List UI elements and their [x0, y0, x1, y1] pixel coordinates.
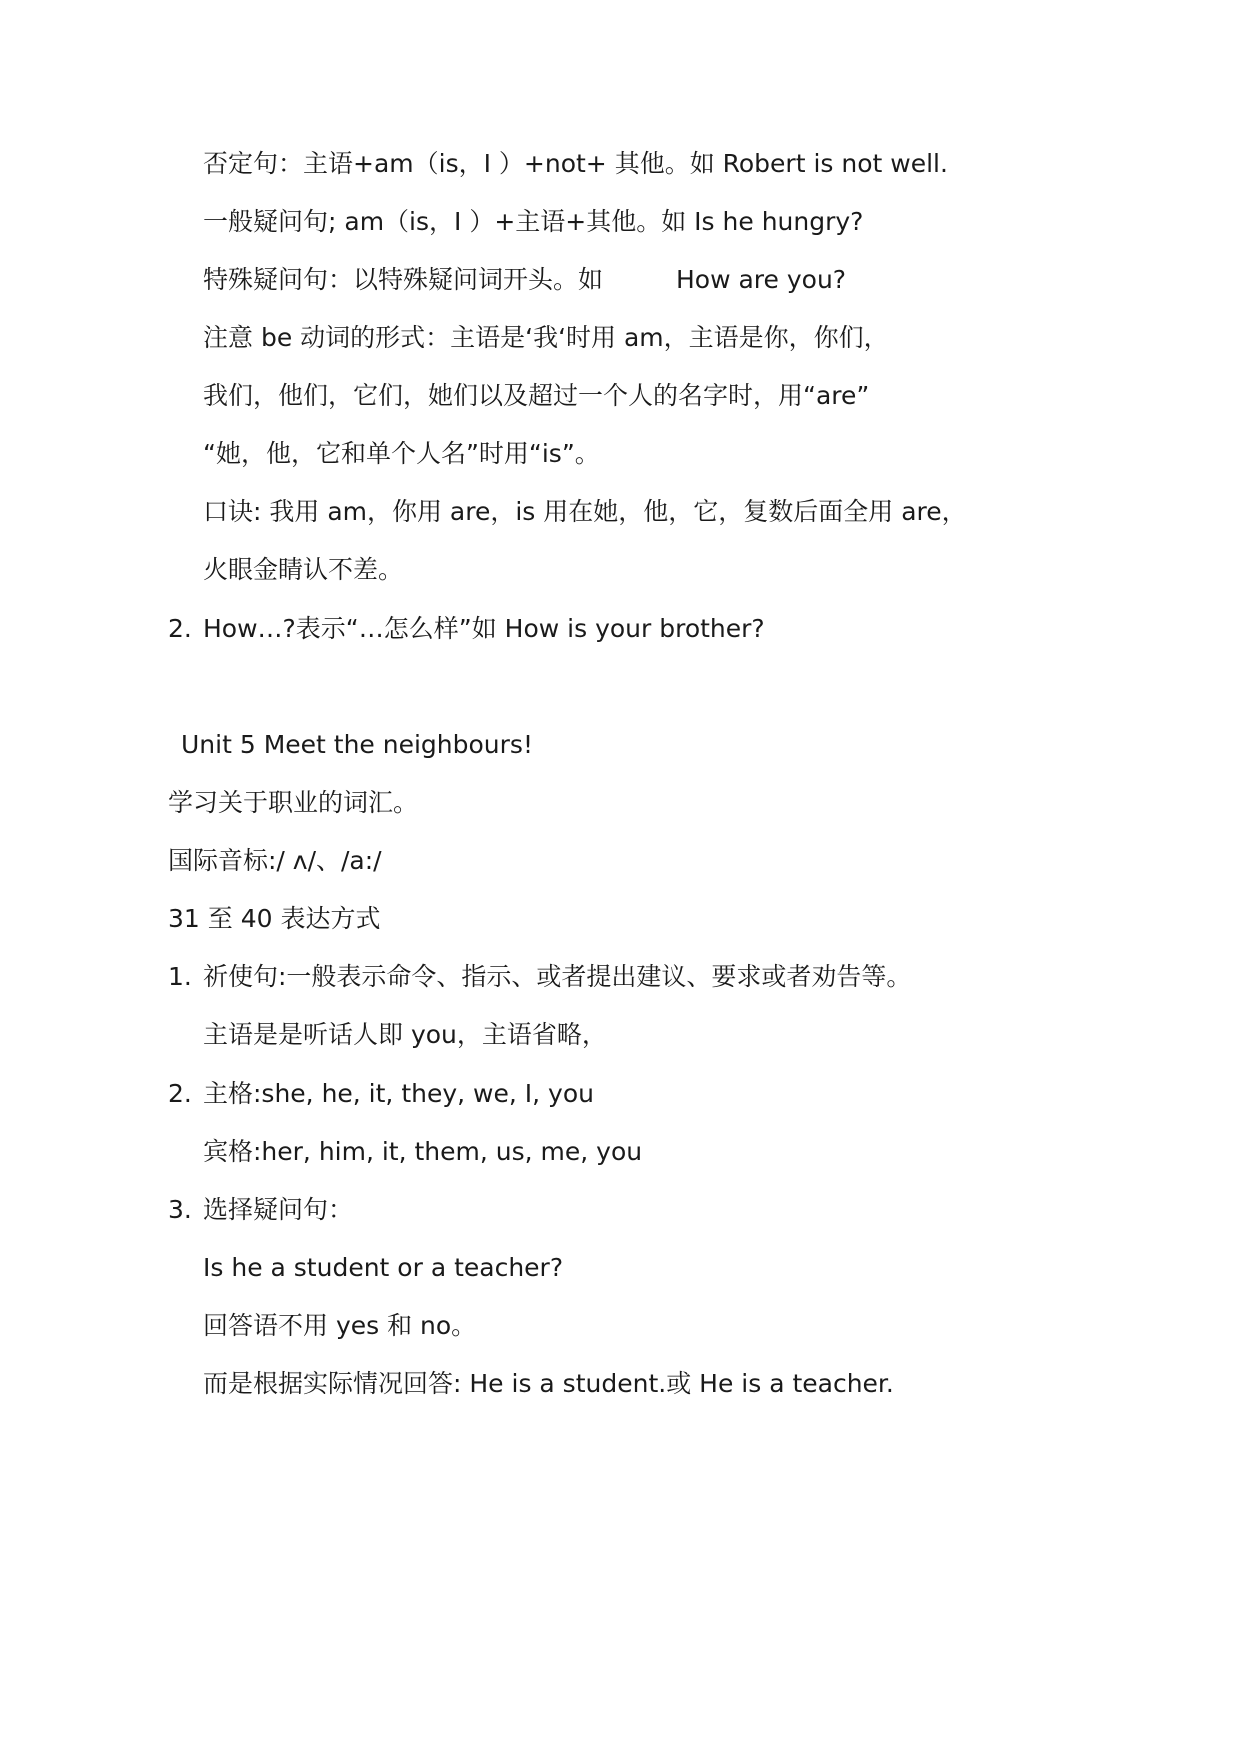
unit-title: Unit 5 Meet the neighbours! [181, 730, 533, 759]
list-number: 2. [168, 1079, 192, 1108]
imperative-rule: 祈使句:一般表示命令、指示、或者提出建议、要求或者劝告等。 [203, 962, 912, 991]
rhyme-line-2: 火眼金睛认不差。 [203, 555, 404, 584]
imperative-subject-note: 主语是是听话人即 you，主语省略， [203, 1020, 607, 1049]
subject-pronouns: 主格:she, he, it, they, we, I, you [203, 1079, 594, 1108]
general-question-rule: 一般疑问句; am（is，I ）+主语+其他。如 Is he hungry? [203, 207, 864, 236]
how-question-rule: How…?表示“…怎么样”如 How is your brother? [203, 614, 765, 643]
alternative-answer-example: 而是根据实际情况回答: He is a student.或 He is a teacher. [203, 1369, 894, 1398]
special-question-example: How are you? [676, 265, 847, 294]
rhyme-line-1: 口诀: 我用 am，你用 are，is 用在她，他，它，复数后面全用 are， [203, 497, 967, 526]
phonetics-line: 国际音标:/ ʌ/、/a:/ [168, 846, 382, 875]
negative-sentence-rule: 否定句：主语+am（is，I ）+not+ 其他。如 Robert is not well. [203, 149, 948, 178]
object-pronouns: 宾格:her, him, it, them, us, me, you [203, 1137, 643, 1166]
list-number: 2. [168, 614, 192, 643]
vocab-goal: 学习关于职业的词汇。 [168, 788, 419, 817]
list-number: 3. [168, 1195, 192, 1224]
be-verb-note-line-2: 我们，他们，它们，她们以及超过一个人的名字时，用“are” [203, 381, 870, 410]
special-question-rule: 特殊疑问句：以特殊疑问词开头。如 [203, 265, 604, 294]
alternative-answer-note: 回答语不用 yes 和 no。 [203, 1311, 477, 1340]
be-verb-note-line-3: “她，他，它和单个人名”时用“is”。 [203, 439, 600, 468]
alternative-question-title: 选择疑问句： [203, 1195, 354, 1224]
expressions-line: 31 至 40 表达方式 [168, 904, 381, 933]
be-verb-note-line-1: 注意 be 动词的形式：主语是‘我‘时用 am，主语是你，你们， [203, 323, 889, 352]
alternative-question-example: Is he a student or a teacher? [203, 1253, 564, 1282]
list-number: 1. [168, 962, 192, 991]
